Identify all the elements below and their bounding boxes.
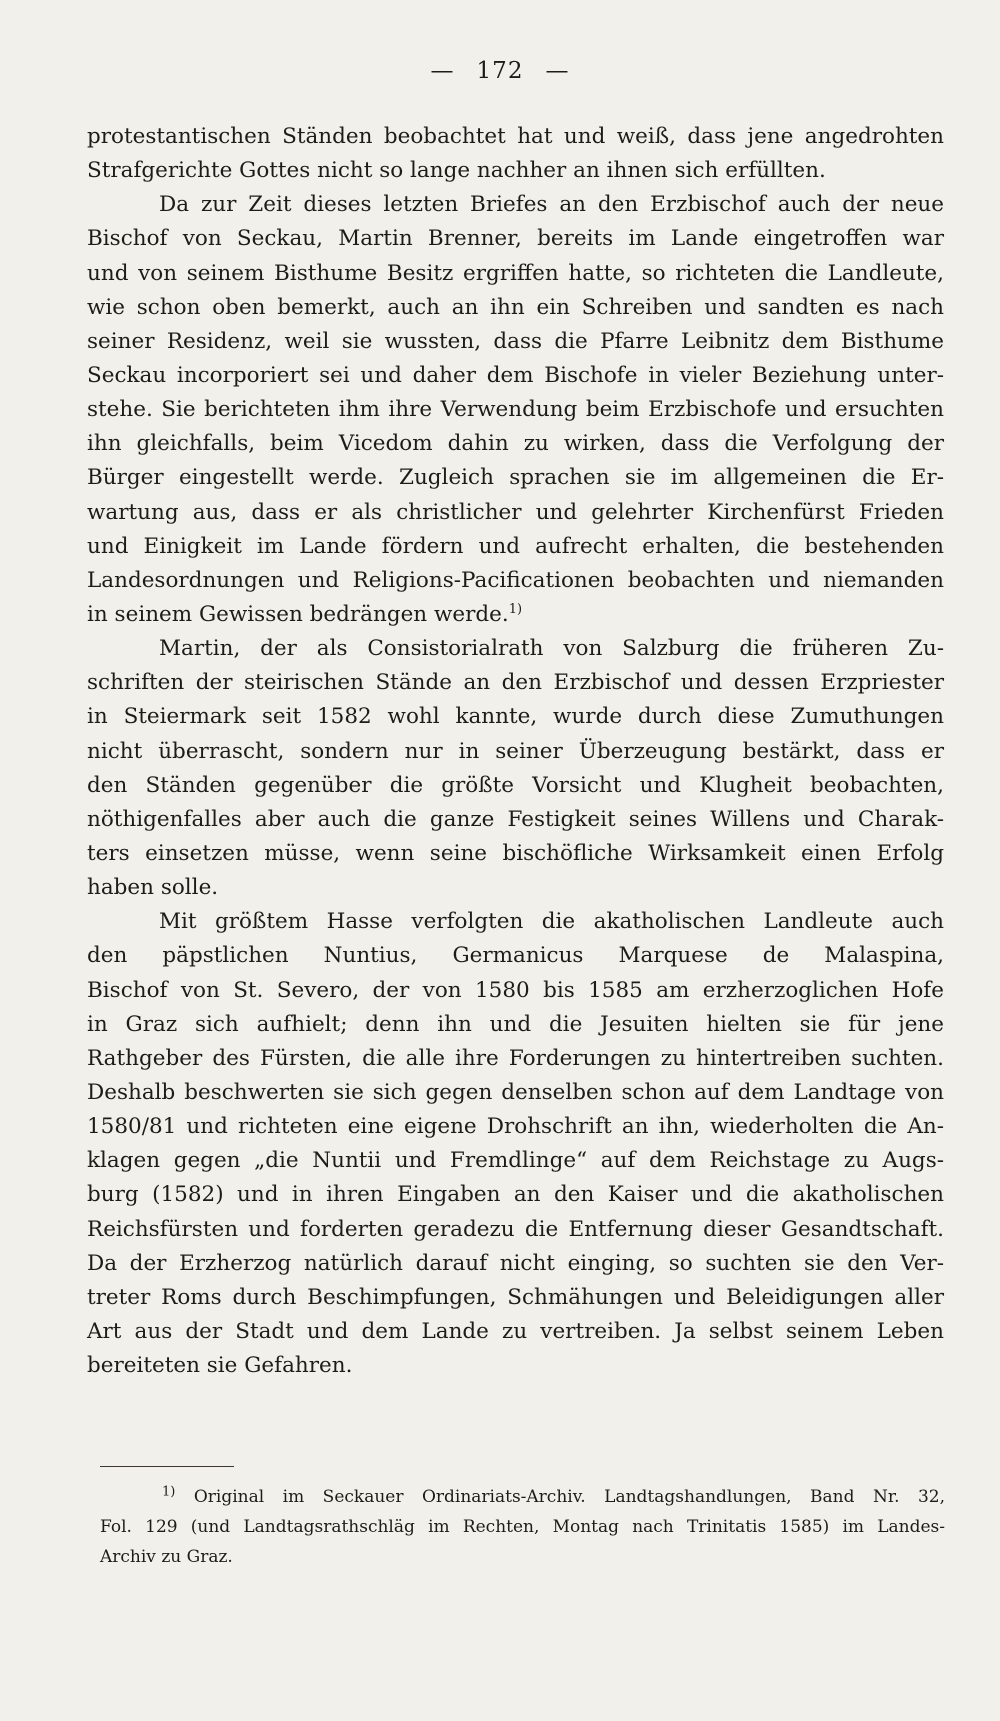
page-number: 172 <box>476 58 524 84</box>
text-line: Da der Erzherzog natürlich darauf nicht einging, so suchten sie den Ver- <box>87 1250 944 1276</box>
footnote-reference: 1) <box>508 601 523 617</box>
text-line: burg (1582) und in ihren Eingaben an den Kaiser und die akatholischen <box>87 1182 944 1208</box>
header-dash-left: — <box>430 58 455 84</box>
text-line: Reichsfürsten und forderten geradezu die Entfernung dieser Gesandtschaft. <box>87 1216 944 1242</box>
text-line: Art aus der Stadt und dem Lande zu vertreiben. Ja selbst seinem Leben <box>87 1318 944 1344</box>
text-line: Seckau incorporiert sei und daher dem Bischofe in vieler Beziehung unter- <box>87 362 944 388</box>
text-line: bereiteten sie Gefahren. <box>87 1353 353 1379</box>
text-line: in Graz sich aufhielt; denn ihn und die Jesuiten hielten sie für jene <box>87 1011 944 1037</box>
text-line: protestantischen Ständen beobachtet hat und weiß, dass jene angedrohten <box>87 124 944 149</box>
text-line: Landesordnungen und Religions-Pacificationen beobachten und niemanden <box>87 567 944 593</box>
text-line: Da zur Zeit dieses letzten Briefes an den Erzbischof auch der neue <box>159 192 944 218</box>
text-line: und Einigkeit im Lande fördern und aufrecht erhalten, die bestehenden <box>87 533 944 559</box>
text-line: in seinem Gewissen bedrängen werde. <box>87 601 509 627</box>
text-line: wie schon oben bemerkt, auch an ihn ein Schreiben und sandten es nach <box>87 294 944 320</box>
text-line: schriften der steirischen Stände an den Erzbischof und dessen Erzpriester <box>87 670 944 696</box>
text-line: Martin, der als Consistorialrath von Salzburg die früheren Zu- <box>159 636 944 662</box>
footnote-line <box>100 1482 945 1512</box>
text-line: ihn gleichfalls, beim Vicedom dahin zu wirken, dass die Verfolgung der <box>87 431 944 457</box>
footnote-divider <box>100 1466 234 1467</box>
text-line-with-footnote-ref <box>87 598 944 632</box>
footnote-marker: 1) <box>162 1484 176 1500</box>
page-header <box>0 58 1000 84</box>
text-line: Bürger eingestellt werde. Zugleich sprachen sie im allgemeinen die Er- <box>87 465 944 491</box>
text-line: den Ständen gegenüber die größte Vorsicht und Klugheit beobachten, <box>87 772 944 798</box>
body-text <box>87 120 944 1383</box>
text-line: nicht überrascht, sondern nur in seiner Überzeugung bestärkt, dass er <box>87 738 944 764</box>
text-line: klagen gegen „die Nuntii und Fremdlinge“ auf dem Reichstage zu Augs- <box>87 1148 944 1174</box>
text-line: seiner Residenz, weil sie wussten, dass die Pfarre Leibnitz dem Bisthume <box>87 328 944 354</box>
text-line: Bischof von St. Severo, der von 1580 bis 1585 am erzherzoglichen Hofe <box>87 977 944 1003</box>
text-line: Bischof von Seckau, Martin Brenner, bereits im Lande eingetroffen war <box>87 226 944 252</box>
text-line: Mit größtem Hasse verfolgten die akatholischen Landleute auch <box>159 909 944 935</box>
text-line: Rathgeber des Fürsten, die alle ihre Forderungen zu hintertreiben suchten. <box>87 1045 944 1071</box>
text-line: und von seinem Bisthume Besitz ergriffen hatte, so richteten die Landleute, <box>87 260 944 286</box>
text-line: haben solle. <box>87 875 219 901</box>
text-line: Strafgerichte Gottes nicht so lange nachher an ihnen sich erfüllten. <box>87 158 826 184</box>
text-line: wartung aus, dass er als christlicher und gelehrter Kirchenfürst Frieden <box>87 499 944 525</box>
footnote-line: Archiv zu Graz. <box>100 1547 233 1567</box>
text-line: stehe. Sie berichteten ihm ihre Verwendung beim Erzbischofe und ersuchten <box>87 397 944 423</box>
text-line: ters einsetzen müsse, wenn seine bischöfliche Wirksamkeit einen Erfolg <box>87 840 944 866</box>
text-line: in Steiermark seit 1582 wohl kannte, wurde durch diese Zumuthungen <box>87 704 944 730</box>
footnote-text: Original im Seckauer Ordinariats-Archiv. Landtagshandlungen, Band Nr. 32, <box>193 1487 946 1507</box>
text-line: 1580/81 und richteten eine eigene Drohschrift an ihn, wiederholten die An- <box>87 1114 944 1140</box>
footnote-line: Fol. 129 (und Landtagsrathschläg im Rechten, Montag nach Trinitatis 1585) im Landes- <box>100 1517 945 1537</box>
footnotes <box>100 1482 945 1572</box>
text-line: Deshalb beschwerten sie sich gegen denselben schon auf dem Landtage von <box>87 1079 944 1105</box>
header-dash-right: — <box>545 58 570 84</box>
text-line: den päpstlichen Nuntius, Germanicus Marquese de Malaspina, <box>87 943 944 969</box>
text-line: nöthigenfalles aber auch die ganze Festigkeit seines Willens und Charak- <box>87 806 944 832</box>
text-line: treter Roms durch Beschimpfungen, Schmähungen und Beleidigungen aller <box>87 1284 944 1310</box>
